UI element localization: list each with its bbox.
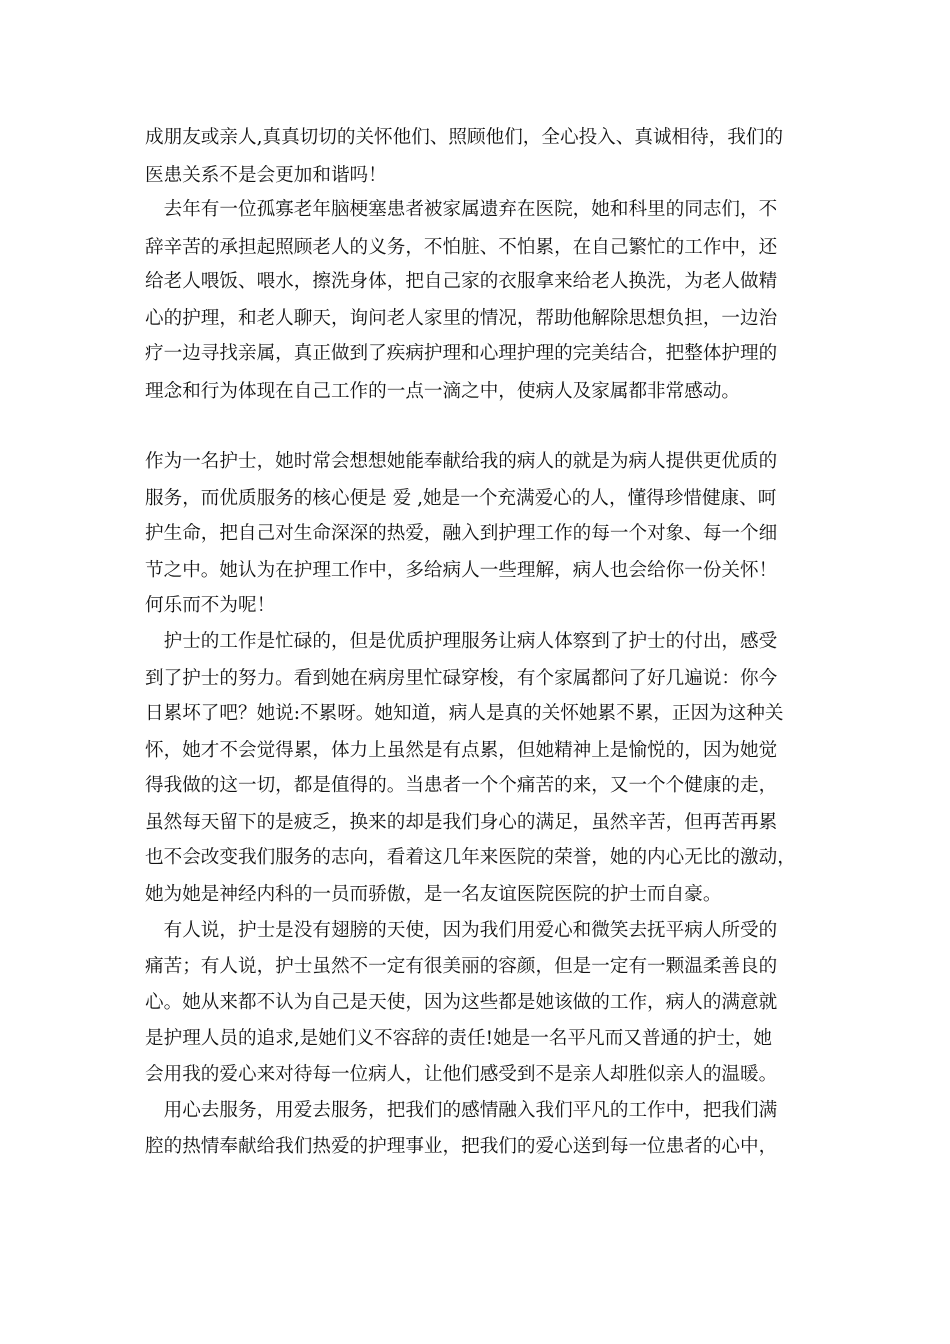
- text-line: 日累坏了吧？她说:不累呀。她知道，病人是真的关怀她累不累，正因为这种关: [145, 703, 784, 724]
- text-line: 也不会改变我们服务的志向，看着这几年来医院的荣誉，她的内心无比的激动，: [145, 847, 796, 868]
- text-line: 她为她是神经内科的一员而骄傲，是一名友谊医院医院的护士而自豪。: [145, 884, 722, 905]
- text-line: 虽然每天留下的是疲乏，换来的却是我们身心的满足，虽然辛苦，但再苦再累: [145, 812, 778, 833]
- text-line: 是护理人员的追求,是她们义不容辞的责任!她是一名平凡而又普通的护士，她: [145, 1028, 772, 1049]
- text-line: 辞辛苦的承担起照顾老人的义务，不怕脏、不怕累，在自己繁忙的工作中，还: [145, 237, 778, 258]
- text-line: 何乐而不为呢！: [145, 595, 276, 616]
- text-line: 作为一名护士，她时常会想想她能奉献给我的病人的就是为病人提供更优质的: [145, 451, 778, 472]
- text-line: 节之中。她认为在护理工作中，多给病人一些理解，病人也会给你一份关怀！: [145, 560, 778, 581]
- text-line: 护士的工作是忙碌的，但是优质护理服务让病人体察到了护士的付出，感受: [145, 631, 778, 652]
- text-line: 痛苦；有人说，护士虽然不一定有很美丽的容颜，但是一定有一颗温柔善良的: [145, 956, 778, 977]
- text-line: 服务，而优质服务的核心便是 爱 ,她是一个充满爱心的人，懂得珍惜健康、呵: [145, 488, 777, 509]
- text-line: 成朋友或亲人,真真切切的关怀他们、照顾他们，全心投入、真诚相待，我们的: [145, 127, 784, 148]
- text-line: 理念和行为体现在自己工作的一点一滴之中，使病人及家属都非常感动。: [145, 381, 741, 402]
- text-line: 护生命，把自己对生命深深的热爱，融入到护理工作的每一个对象、每一个细: [145, 523, 778, 544]
- text-line: 心。她从来都不认为自己是天使，因为这些都是她该做的工作，病人的满意就: [145, 992, 778, 1013]
- text-line: 去年有一位孤寡老年脑梗塞患者被家属遗弃在医院，她和科里的同志们，不: [145, 199, 778, 220]
- text-line: 用心去服务，用爱去服务，把我们的感情融入我们平凡的工作中，把我们满: [145, 1100, 778, 1121]
- text-line: 会用我的爱心来对待每一位病人，让他们感受到不是亲人却胜似亲人的温暖。: [145, 1064, 778, 1085]
- text-line: 腔的热情奉献给我们热爱的护理事业，把我们的爱心送到每一位患者的心中，: [145, 1136, 778, 1157]
- text-line: 有人说，护士是没有翅膀的天使，因为我们用爱心和微笑去抚平病人所受的: [145, 920, 778, 941]
- text-line: 到了护士的努力。看到她在病房里忙碌穿梭，有个家属都问了好几遍说：你今: [145, 668, 778, 689]
- text-line: 疗一边寻找亲属，真正做到了疾病护理和心理护理的完美结合，把整体护理的: [145, 343, 778, 364]
- text-line: 医患关系不是会更加和谐吗！: [145, 165, 387, 186]
- text-line: 得我做的这一切，都是值得的。当患者一个个痛苦的来，又一个个健康的走，: [145, 775, 778, 796]
- text-line: 给老人喂饭、喂水，擦洗身体，把自己家的衣服拿来给老人换洗，为老人做精: [145, 271, 778, 292]
- text-line: 怀，她才不会觉得累，体力上虽然是有点累，但她精神上是愉悦的，因为她觉: [145, 740, 778, 761]
- text-line: 心的护理，和老人聊天，询问老人家里的情况，帮助他解除思想负担，一边治: [145, 308, 778, 329]
